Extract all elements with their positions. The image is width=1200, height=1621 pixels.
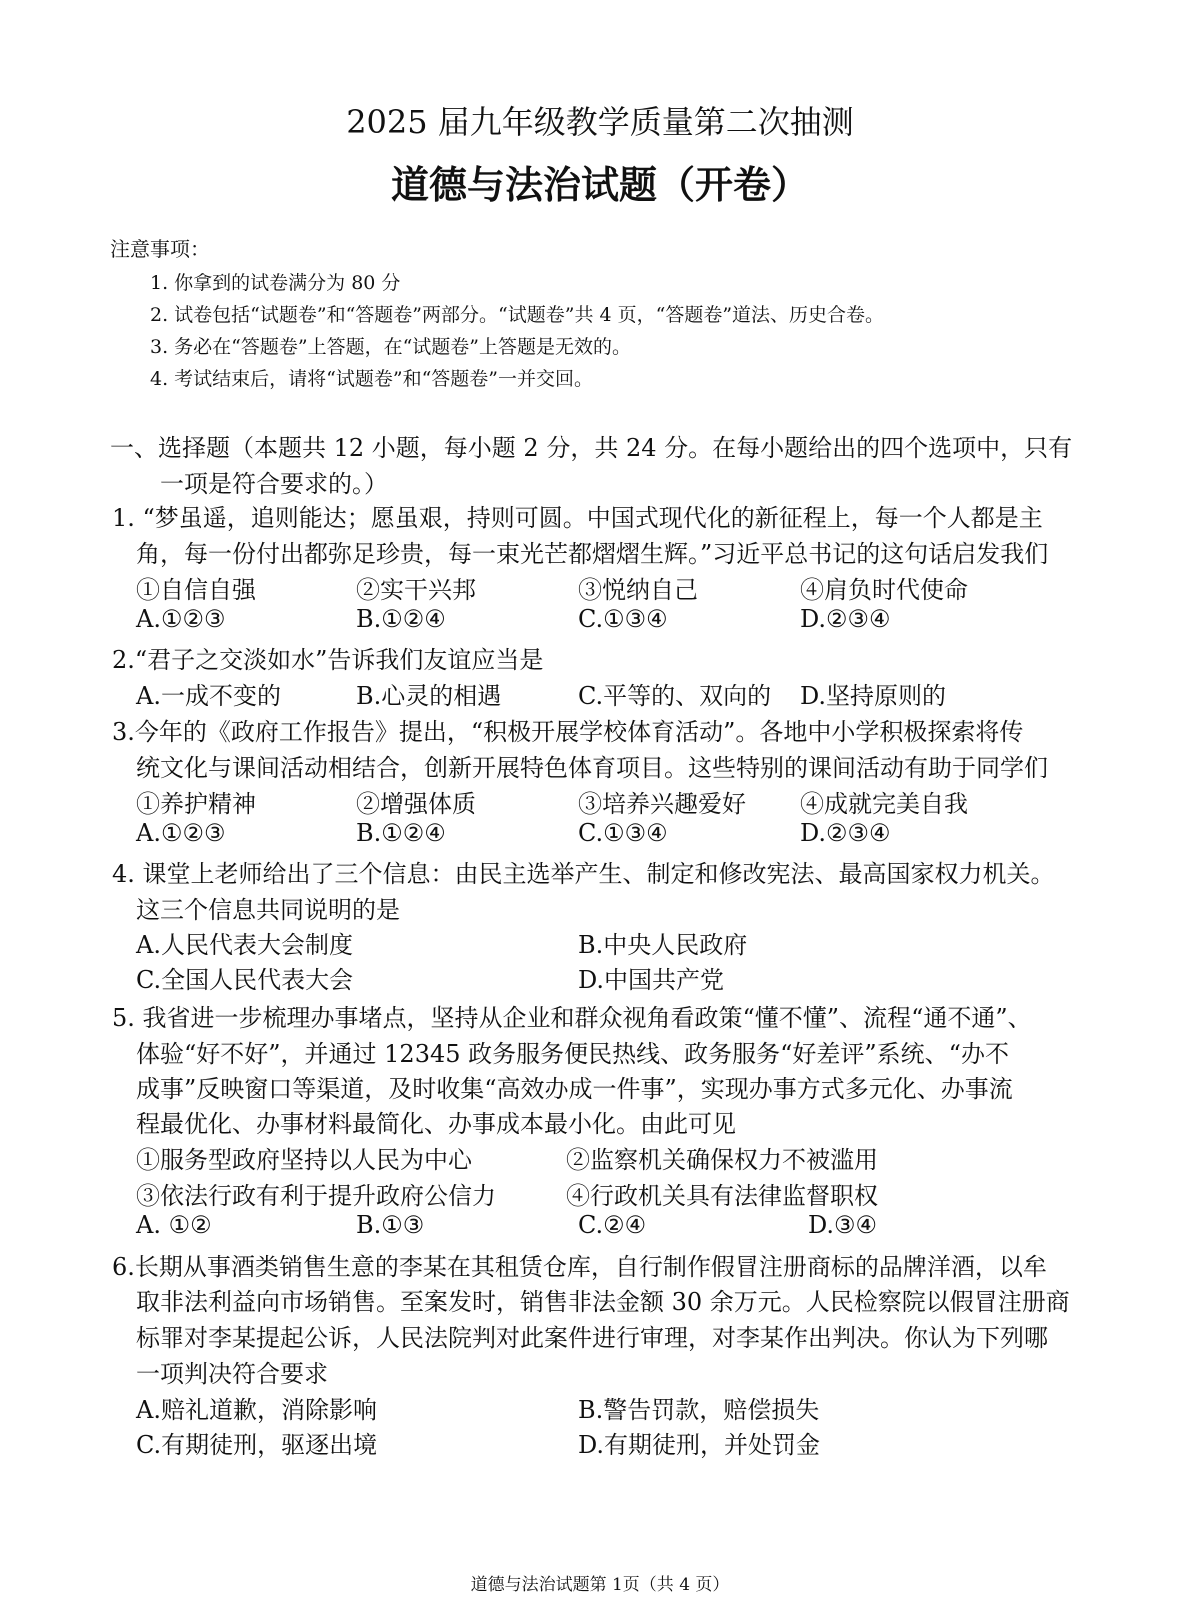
answer-option-d: D.②③④ [800,819,891,847]
answer-option-d: D.有期徒刑，并处罚金 [578,1431,821,1459]
answer-option-b: B.①③ [356,1211,425,1239]
answer-option-c: C.①③④ [578,605,668,633]
answer-option-b: B.①②④ [356,819,446,847]
statement-item: ④行政机关具有法律监督职权 [566,1182,878,1210]
statement-item: ③培养兴趣爱好 [578,790,746,818]
answer-option-b: B.中央人民政府 [578,931,748,959]
answer-option-b: B.心灵的相遇 [356,682,502,710]
question-line: 统文化与课间活动相结合，创新开展特色体育项目。这些特别的课间活动有助于同学们 [136,754,1048,782]
statement-item: ③依法行政有利于提升政府公信力 [136,1182,496,1210]
question-line: 体验“好不好”，并通过 12345 政务服务便民热线、政务服务“好差评”系统、“办不 [136,1040,1009,1068]
answer-option-a: A.一成不变的 [136,682,281,710]
notice-heading: 注意事项： [110,237,210,261]
statement-item: ①自信自强 [136,576,256,604]
statement-item: ①服务型政府坚持以人民为中心 [136,1146,472,1174]
notice-item: 3. 务必在“答题卷”上答题，在“试题卷”上答题是无效的。 [150,336,632,358]
statement-item: ②实干兴邦 [356,576,476,604]
answer-option-d: D.坚持原则的 [800,682,947,710]
question-line: 角，每一份付出都弥足珍贵，每一束光芒都熠熠生辉。”习近平总书记的这句话启发我们 [136,540,1049,568]
answer-option-a: A.①②③ [136,605,226,633]
answer-option-b: B.警告罚款，赔偿损失 [578,1396,820,1424]
answer-option-a: A.人民代表大会制度 [136,931,353,959]
answer-option-c: C.平等的、双向的 [578,682,772,710]
statement-item: ④成就完美自我 [800,790,968,818]
section-heading: 一、选择题（本题共 12 小题，每小题 2 分，共 24 分。在每小题给出的四个选项中，只有 [110,434,1073,462]
statement-item: ①养护精神 [136,790,256,818]
statement-item: ②监察机关确保权力不被滥用 [566,1146,878,1174]
notice-item: 1. 你拿到的试卷满分为 80 分 [150,272,401,294]
question-line: 4. 课堂上老师给出了三个信息：由民主选举产生、制定和修改宪法、最高国家权力机关。 [112,860,1055,888]
statement-item: ④肩负时代使命 [800,576,968,604]
answer-option-a: A.①②③ [136,819,226,847]
exam-subtitle: 道德与法治试题（开卷） [390,163,809,207]
answer-option-a: A. ①② [136,1211,212,1239]
answer-option-d: D.③④ [808,1211,878,1239]
question-line: 程最优化、办事材料最简化、办事成本最小化。由此可见 [136,1110,736,1138]
answer-option-c: C.①③④ [578,819,668,847]
question-line: 取非法利益向市场销售。至案发时，销售非法金额 30 余万元。人民检察院以假冒注册商 [136,1288,1070,1316]
question-line: 一项判决符合要求 [136,1360,328,1388]
question-line: 6.长期从事酒类销售生意的李某在其租赁仓库，自行制作假冒注册商标的品牌洋酒，以牟 [112,1253,1047,1281]
question-line: 1. “梦虽遥，追则能达；愿虽艰，持则可圆。中国式现代化的新征程上，每一个人都是主 [112,504,1043,532]
question-line: 成事”反映窗口等渠道，及时收集“高效办成一件事”，实现办事方式多元化、办事流 [136,1075,1013,1103]
page-footer: 道德与法治试题第 1页（共 4 页） [470,1575,730,1595]
answer-option-b: B.①②④ [356,605,446,633]
answer-option-d: D.②③④ [800,605,891,633]
answer-option-c: C.有期徒刑，驱逐出境 [136,1431,378,1459]
statement-item: ②增强体质 [356,790,476,818]
exam-title: 2025 届九年级教学质量第二次抽测 [346,103,854,141]
answer-option-c: C.②④ [578,1211,647,1239]
question-line: 5. 我省进一步梳理办事堵点，坚持从企业和群众视角看政策“懂不懂”、流程“通不通”、 [112,1004,1032,1032]
question-line: 标罪对李某提起公诉，人民法院判对此案件进行审理，对李某作出判决。你认为下列哪 [136,1324,1048,1352]
section-heading-cont: 一项是符合要求的。） [160,470,388,498]
answer-option-d: D.中国共产党 [578,966,725,994]
statement-item: ③悦纳自己 [578,576,698,604]
answer-option-a: A.赔礼道歉，消除影响 [136,1396,377,1424]
answer-option-c: C.全国人民代表大会 [136,966,354,994]
notice-item: 4. 考试结束后，请将“试题卷”和“答题卷”一并交回。 [150,368,594,390]
question-line: 2.“君子之交淡如水”告诉我们友谊应当是 [112,646,544,674]
question-line: 3.今年的《政府工作报告》提出，“积极开展学校体育活动”。各地中小学积极探索将传 [112,718,1024,746]
notice-item: 2. 试卷包括“试题卷”和“答题卷”两部分。“试题卷”共 4 页，“答题卷”道法、历史合卷。 [150,304,885,326]
question-line: 这三个信息共同说明的是 [136,896,400,924]
